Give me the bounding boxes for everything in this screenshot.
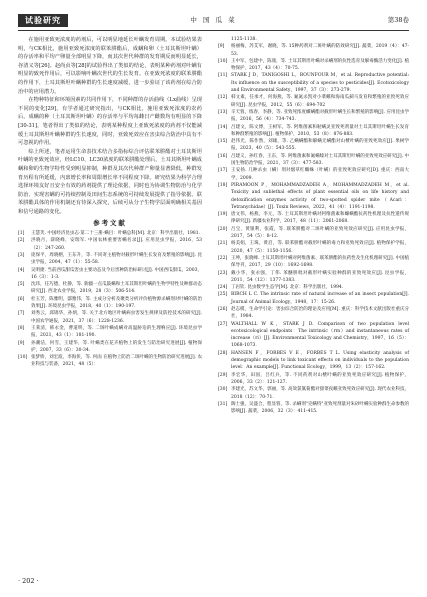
reference-text: WALTHALL W K，STARK J D. Comparison of two population level ecotoxicological endpoints：The intrinsic（rm）and instantaneous rates of increase（ri）[J]. Environmental Toxicology and Chemistry，1997，16（5）：1068-1073. [231,321,409,349]
reference-item [218,255,409,270]
reference-list [218,36,409,415]
reference-text: 陶士强，吴盛合，程显蓉，等. 杀螨剂"克螨特"亚致死剂量对朱砂叶螨实验种群生命参数的影响[J]. 蔬菜，2006，32（3）：411-415. [231,401,409,415]
reference-text: 王中军，包建中，陈康，等. 土耳其斯坦叶螨对杀螨剂的抗性选育及解毒酶活力变化[J]. 植物保护，2017，43（4）：70-75. [231,58,409,72]
references-heading: 参考文献 [93,219,127,228]
reference-number: [6] [18,296,25,302]
journal-name: 中 国 瓜 菜 [190,16,237,24]
reference-text: 杜玉芳，陈雅明，邸雅伟，等. 主成分分析及聚类分析评价植物源杀螨剂对叶螨的防治效果[J]. 环境昆虫学报，2018，40（1）：190-197. [31,296,202,310]
reference-number: [16] [218,153,228,159]
reference-text: 赵伟光，陈作然，刘雄，等. 乙螨螨酯和解螨无螨酯对山楂叶螨的亚致死效应[J]. 果树学报，2023，40（5）：543-555. [231,139,409,152]
reference-item [218,36,409,43]
left-column [18,36,202,369]
reference-item [218,58,409,73]
reference-number: [8] [18,325,25,331]
reference-number: [9] [218,44,225,50]
reference-text: 张梦娇，刘宏波，李海侠，等. 何雨 在植物上防治二斑叶螨的生物防治研究进展[J]. 农业科技与装备，2021，48（5）： [31,355,202,368]
reference-text: STARK J D，TANIGOSHI L，BOUNFOUR M，et al. Reproductive potential: Its influence on the susceptibility of a species to pesticides[J]. Ecotoxicology and Environmental Safety，1997，37（3）：273-279. [231,73,409,94]
reference-text: 洪晓月，薛晓峰，安瑞军. 中国农林重要害螨名录[J]. 应用昆虫学报，2016，53（2）：247-260. [31,238,202,251]
reference-item [218,94,409,109]
reference-number: [9] [18,340,25,346]
reference-text: BIRCH L C. The intrinsic rate of natural increase of an insect population[J]. Journal of Animal Ecology，1948，17：15-26. [231,292,409,305]
reference-number: [17] [218,168,228,174]
reference-number: [11] [218,73,228,79]
reference-number: [15] [218,139,228,145]
reference-text: 李建光，苏文华，郭丽，等. 高效氯氰菊酯对甜菜夜蛾亚致死效应研究[J]. 现代农业科技，2018（12）：70-71. [231,387,409,400]
reference-item [18,325,202,340]
reference-text: 吴明捷. 当前西瓜甜瓜害虫主要动态及今后害种防治标研讨[J]. 中国西瓜甜瓜，2003，16（3）：1-3. [31,267,202,280]
reference-item [18,267,202,282]
reference-text: 吕建文，陈文博，王树军，等. 阿维菌素和哒螨灵亚致死剂量对土耳其斯坦叶螨生长发育和种群繁殖的影响[J]. 植物保护，2010，53（8）：876-883. [231,124,409,137]
page-header [18,14,409,28]
reference-item [18,296,202,311]
volume-label: 第38卷 [387,16,409,24]
reference-number: [13] [218,109,228,115]
reference-text: 唐文伟，杨燕，李元，等. 土耳其斯坦叶螨对阿维菌素和螺螨酯抗药性机理及抗性遗传规律研究[J]. 新疆农业科学，2017，48（11）：2061-2068. [231,212,409,225]
reference-item [218,138,409,153]
reference-number: [23] [218,270,228,276]
reference-item [218,226,409,241]
section-tag: 试验研究 [18,14,68,27]
reference-item [218,43,409,58]
reference-text: HANSEN F，FORBES V E，FORBES T L. Using elasticity analysis of demographic models to link toxicant effects on individuals to the population level：An example[J]. Functional Ecology，1999，13（2）：157-162. [231,350,409,371]
reference-text: 辛天蓉，练春，李静，等. 亚致死浓度螺螨酯对截形叶螨生长和繁殖的影响[J]. 应用昆虫学报，2016，56（4）：734-743. [231,109,409,123]
reference-item [218,240,409,255]
reference-number: [22] [218,255,228,261]
reference-number: [10] [218,58,228,64]
reference-number: [25] [218,292,228,298]
reference-number: [29] [218,372,228,378]
reference-text: 李宏华，田国，吕红兵，等. 不同药剂对山楂叶螨的亚致死效应研究[J]. 植物保护，2006，33（2）：121-127. [231,372,409,385]
reference-item [218,182,409,211]
reference-item [218,124,409,139]
reference-item [218,284,409,291]
reference-text: 王慧芙. 中国经济昆虫志·第二十三册·螨目：叶螨总科[M]. 北京：科学出版社，1981. [31,231,201,237]
reference-number: [5] [18,282,25,288]
reference-text: 孙潮洁，何雪，王建华，等. 叶螨类在花卉植物上的发生与防治研究进展[J]. 植物保护，2007，33（6）：30-34. [31,340,202,353]
reference-text: 韩文素，任承才，何海燕，等. 氟氮杀凯对小菜蛾和海南瓜蓟马发育和繁殖的亚致死效应研究[J]. 昆虫学报，2012，55（6）：694-702 [231,95,409,108]
reference-number: [7] [18,311,25,317]
reference-item [218,153,409,168]
reference-number: [26] [218,306,228,312]
reference-item [18,281,202,296]
reference-number: [18] [218,182,228,188]
reference-item [218,291,409,306]
reference-text: 杨美娟，王珠，黄启，等. 联苯肼酯对截形叶螨的毒力和亚致死效应[J]. 植物保护学报，2020，47（5）：1150-1156. [231,241,409,254]
reference-item [18,252,202,267]
reference-item [218,350,409,372]
right-column [218,36,409,415]
reference-item [218,401,409,416]
reference-number: [20] [218,226,228,232]
reference-text: 刘秀云，邱锦华，孙炳，等. 关于北方地区叶螨病虫害发生规律及防控技术的研究[J]. 中国农学通报，2021，37（6）：1228-1236. [31,311,202,324]
reference-text: 吕建义，孙红春，王东，等. 阿维菌素和氟螨嗪对土耳其斯坦叶螨的亚致死效应研究[J]. 中国生物防治学报，2021，37（3）：477-583. [231,153,409,167]
body-paragraph: 在物种特征和环境因素的共同作用下，不同种群的存活曲线（Lx曲线）呈现不同的变化[29]。有学者通过研究指出，与CK相比，施用亚致死浓度的农药后，成螨的种（土耳其斯坦叶螨）的存活率与平均每雌日产雌数均有明显的下降[30-31]，笔者得出了类似的结论，表明某种程度上亚致死浓度的药剂不仅能减缓土耳其斯坦叶螨种群的生长速度，同时，亚致死效应在害虫综合防治中具有不可忽视的作用。 [18,97,202,147]
reference-text: 1125-1138. [231,37,257,42]
reference-text: 沈玮，任巧德，杜静，等. 新疆一点瓜鼓螨和土耳其斯坦叶螨的生物学特性及种群动态研究[J]. 西北农业学报，2019，28（3）：506-514. [31,282,202,295]
reference-number: [28] [218,350,228,356]
body-paragraph: 在施用亚致死浓度的药剂后，可以明显地延长叶螨发育周期。本试验结果表明，与CK相比，施用亚致死浓度的联苯肼酯后，成螨和卵（土耳其斯坦叶螨）的存活率和平均产卵量全部明显下降，而其次世代种群的发育期反而明显延长，谷清义等[26]、赵尚贞等[28]的试验得出了类似的结论，表明某种药剂对叶螨有明显的致死作用后，可以影响叶螨次世代的生长发育。在亚致死浓度的联苯肼酯的作用下，土耳其斯坦叶螨种群的生长速度减缓，进一步验证了该药剂在综合防治中的应用潜力。 [18,37,202,95]
page-number: · 202 · [18,577,39,585]
reference-item [18,237,202,252]
reference-number: [27] [218,321,228,327]
body-paragraph: 综上所述，笔者运用生命表技术结合多指标综合评估联苯肼酯对土耳其斯坦叶螨的亚致死效应，经LC10、LC30浓度的联苯肼酯处理后，土耳其斯坦叶螨成螨和卵的生物学特性受到明显抑制，种群及其次代种群产卵量显著降低，种群发育历程有所延缓，内禀增长率和周限增长率不同程度下降。研究结果为科学合理选择环境友好且安全有效的药剂提供了理论依据，同时也为协调生物防治与化学防治、实现害螨的可持续控制及田间生态系统的可持续发展提供了指导依据。联苯肼酯具体的作用机制还有待深入探究，后续可从分子生物学层面明确相关基因和信号通路的变化。 [18,148,202,215]
reference-item [218,109,409,124]
header-divider [18,30,409,31]
reference-text: 杨丽梅，苏艾军，谢晓，等. 15种药剂对二斑叶螨的防效研究[J]. 蔬菜，2019（4）：47-53. [231,44,409,57]
reference-item [218,372,409,387]
reference-text: 王坤，张晓峰. 土耳其斯坦叶螨对阿维菌素、联苯肼酯的抗药性及生化机理研究[J]. 中国植保导刊，2017，29（10）：1692-1698. [231,255,409,269]
reference-number: [24] [218,285,228,291]
reference-text: 庞保平，周晓榕，王东升，等. 不同寄主植物对截形叶螨生长发育及繁殖的影响[J]. 昆虫学报，2004，47（1）：55-58. [31,252,202,266]
reference-text: 王安扬. 几种杀虫（螨）剂对烟草红蜘蛛（叶螨）的亚致死效应研究[D]. 重庆：西南大学，2009. [231,168,409,181]
reference-number: [12] [218,95,228,101]
reference-item [18,310,202,325]
reference-list [18,230,202,369]
reference-text: 丁岩钦. 昆虫数学生态学[M]. 北京：科学出版社，1994. [231,285,344,291]
reference-number: [10] [18,355,28,361]
reference-number: [3] [18,252,25,258]
reference-number: [31] [218,401,228,407]
reference-item [218,270,409,285]
reference-number: [21] [218,241,228,247]
reference-number: [14] [218,124,228,130]
reference-number: [4] [18,267,25,273]
reference-number: [2] [18,238,25,244]
reference-item [218,72,409,94]
reference-number: [19] [218,212,228,218]
reference-text: PIRAMOON P，MOHAMMADZADEH A，MOHAMMADZADEH M，et al. Toxicity and sublethal effects of plant essential oils on life history and detoxification enzymes activity of two-spotted spider mite（Acari：Tetranychidae）[J]. Toxin Reviews，2022，41（4）：1191-1198. [231,182,409,210]
reference-text: 吕宝，黄银利，张霞，等. 联苯肼酯对二斑叶螨的亚致死效应研究[J]. 应用昆虫学报，2017，54（5）：8-12. [231,226,409,240]
reference-text: 王莱清，韩永金，曹道明，等. 二斑叶螨成螨对高温胁迫的生理响应[J]. 环境昆虫学报，2021，43（1）：181-190. [31,325,202,339]
reference-item [218,167,409,182]
reference-item [18,230,202,237]
reference-item [218,211,409,226]
reference-text: 戴小华，张永强，丁伟. 苯醚肼吡对截形叶螨实验种群的亚致死效应[J]. 昆虫学报，2011，54（12）：1377-1383. [231,270,409,283]
reference-number: [1] [18,231,25,237]
reference-item [18,340,202,355]
reference-number: [30] [218,387,228,393]
reference-item [218,306,409,321]
reference-item [218,321,409,350]
reference-text: 赵志模，生命学引论：害虫综合防治的理论及应用[M]. 重庆：科学技术文献出版社重庆分社，1984. [231,306,409,320]
reference-item [18,354,202,369]
reference-item [218,386,409,401]
